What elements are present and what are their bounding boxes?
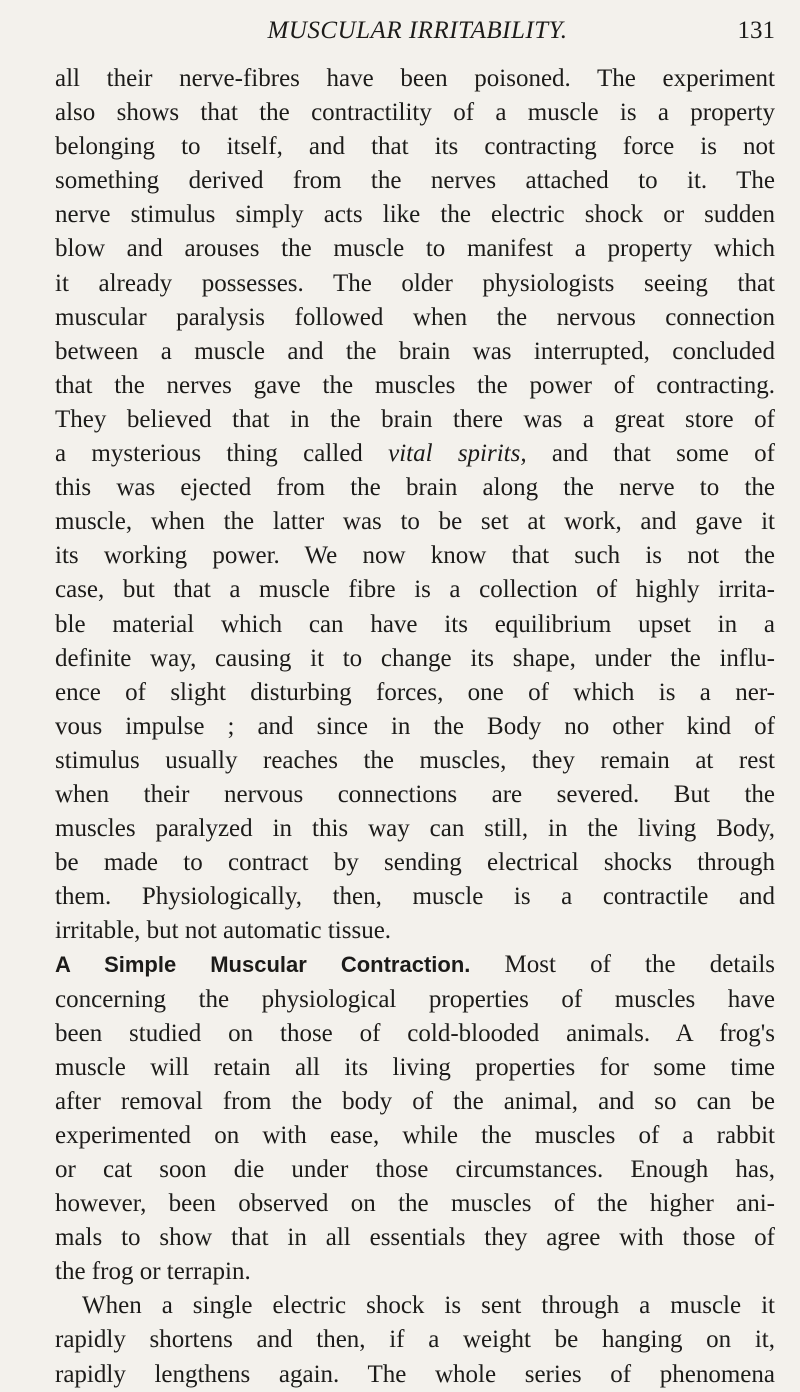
text-line: this was ejected from the brain along the nerve to the (55, 474, 775, 502)
text-line: them. Physiologically, then, muscle is a contractile and (55, 883, 775, 911)
text-line: when their nervous connections are severed. But the (55, 780, 775, 808)
text-line: nerve stimulus simply acts like the electric shock or sudden (55, 201, 775, 229)
text-line: case, but that a muscle fibre is a collection of highly irrita- (55, 576, 775, 604)
text-line: or cat soon die under those circumstances. Enough has, (55, 1156, 775, 1183)
text-line: however, been observed on the muscles of the higher ani- (55, 1190, 775, 1218)
text-run: Most of the details (470, 951, 775, 979)
text-line: When a single electric shock is sent through a muscle it (82, 1292, 775, 1320)
text-line: concerning the physiological properties of muscles have (55, 985, 775, 1013)
text-line: irritable, but not automatic tissue. (55, 917, 392, 945)
text-run: and that some of (526, 440, 775, 468)
text-line: blow and arouses the muscle to manifest a property which (55, 235, 775, 263)
text-line: the frog or terrapin. (55, 1258, 251, 1286)
text-line: experimented on with ease, while the muscles of a rabbit (55, 1121, 775, 1149)
text-line: be made to contract by sending electrical shocks through (55, 849, 775, 877)
body-text (55, 62, 775, 1392)
text-line: been studied on those of cold-blooded animals. A frog's (55, 1019, 775, 1047)
running-head (60, 17, 775, 53)
text-line: muscular paralysis followed when the nervous connection (55, 303, 775, 331)
text-line: rapidly shortens and then, if a weight be hanging on it, (55, 1326, 775, 1354)
text-line (55, 948, 775, 982)
text-line: also shows that the contractility of a muscle is a property (55, 99, 775, 127)
text-line: vous impulse ; and since in the Body no other kind of (55, 712, 775, 740)
text-line: definite way, causing it to change its shape, under the influ- (55, 644, 775, 672)
italic-term: vital spirits, (388, 440, 527, 468)
text-line: between a muscle and the brain was interrupted, concluded (55, 337, 775, 365)
text-line: something derived from the nerves attached to it. The (55, 167, 775, 195)
text-line: belonging to itself, and that its contracting force is not (55, 133, 775, 161)
text-line: after removal from the body of the animal, and so can be (55, 1087, 775, 1115)
text-line: it already possesses. The older physiologists seeing that (55, 269, 775, 297)
text-line: its working power. We now know that such is not the (55, 542, 775, 570)
text-line: muscle will retain all its living properties for some time (55, 1053, 775, 1081)
text-line: mals to show that in all essentials they agree with those of (55, 1224, 775, 1252)
section-heading: A Simple Muscular Contraction. (55, 952, 471, 978)
text-line (55, 437, 775, 471)
text-line: muscle, when the latter was to be set at work, and gave it (55, 508, 775, 536)
text-line: ble material which can have its equilibrium upset in a (55, 610, 775, 638)
running-title: MUSCULAR IRRITABILITY. (267, 17, 568, 44)
text-line: muscles paralyzed in this way can still, in the living Body, (55, 815, 775, 843)
text-line: ence of slight disturbing forces, one of which is a ner- (55, 678, 775, 706)
text-run: a mysterious thing called (55, 440, 389, 468)
text-line: rapidly lengthens again. The whole series of phenomena (55, 1360, 775, 1388)
text-line: stimulus usually reaches the muscles, they remain at rest (55, 746, 775, 774)
text-line: that the nerves gave the muscles the power of contracting. (55, 371, 775, 399)
page-number: 131 (737, 17, 775, 44)
text-line: They believed that in the brain there was a great store of (55, 405, 775, 433)
text-line: all their nerve-fibres have been poisoned. The experiment (55, 65, 775, 92)
